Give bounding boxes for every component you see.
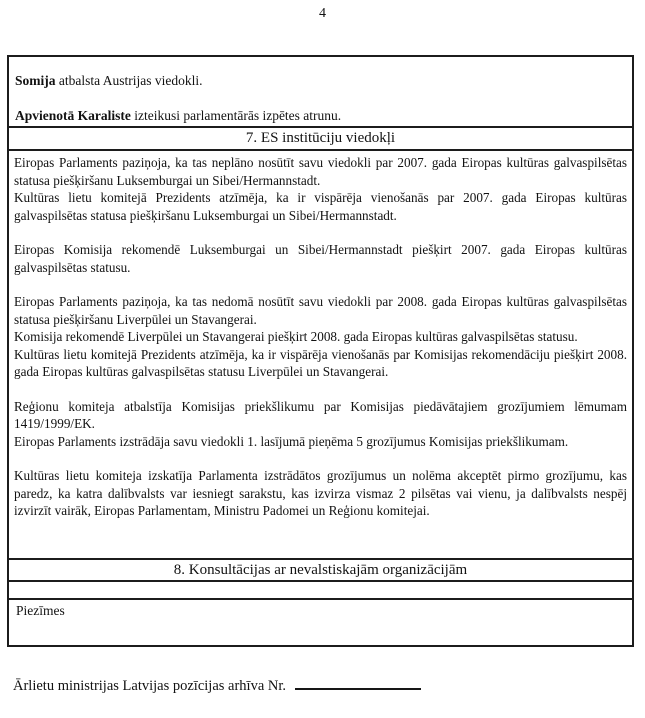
paragraph: Kultūras lietu komitejā Prezidents atzīmēja, ka ir vispārēja vienošanās par Komisijas rekomendāciju piešķirt 2008. gada Eiropas kultūras galvaspilsētas statusu Liverpūlei un Stavangerai. xyxy=(14,346,627,379)
finland-opinion-text: atbalsta Austrijas viedokli. xyxy=(55,73,203,88)
finland-label: Somija xyxy=(15,73,56,88)
section-8-heading: 8. Konsultācijas ar nevalstiskajām organizācijām xyxy=(9,558,632,580)
finland-opinion xyxy=(15,72,626,90)
empty-row xyxy=(9,580,632,598)
paragraph: Komisija rekomendē Liverpūlei un Stavangerai piešķirt 2008. gada Eiropas kultūras galvaspilsētas statusu. xyxy=(14,329,578,344)
notes-cell: Piezīmes xyxy=(9,598,632,645)
uk-opinion-text: izteikusi parlamentārās izpētes atrunu. xyxy=(130,107,342,123)
paragraph: Eiropas Komisija rekomendē Luksemburgai un Sibei/Hermannstadt piešķirt 2007. gada Eiropas kultūras galvaspilsētas statusu. xyxy=(14,242,627,275)
page-number: 4 xyxy=(319,6,326,21)
archive-number-blank xyxy=(295,673,421,690)
paragraph: Reģionu komiteja atbalstīja Komisijas priekšlikumu par Komisijas piedāvātajiem grozījumiem lēmumam 1419/1999/EK. xyxy=(14,398,627,431)
paragraph: Eiropas Parlaments paziņoja, ka tas nedomā nosūtīt savu viedokli par 2008. gada Eiropas kultūras galvaspilsētas statusa piešķiršanu Liverpūlei un Stavangerai. xyxy=(14,294,627,327)
archive-number-row xyxy=(13,673,421,695)
paragraph: Kultūras lietu komitejā Prezidents atzīmēja, ka ir vispārēja vienošanās par 2007. gada Eiropas kultūras galvaspilsētas statusa piešķiršanu Luksemburgai un Sibei/Hermannstadt. xyxy=(14,190,627,223)
section-7-heading: 7. ES institūciju viedokļi xyxy=(9,126,632,149)
uk-label: Apvienotā Karaliste xyxy=(15,107,131,123)
uk-opinion xyxy=(15,107,626,125)
paragraph: Eiropas Parlaments paziņoja, ka tas neplāno nosūtīt savu viedokli par 2007. gada Eiropas kultūras galvaspilsētas statusa piešķiršanu Luksemburgai un Sibei/Hermannstadt. xyxy=(14,155,627,188)
position-paper-table xyxy=(7,55,634,647)
eu-institutions-opinions-cell xyxy=(9,149,632,558)
paragraph: Kultūras lietu komiteja izskatīja Parlamenta izstrādātos grozījumus un nolēma akceptēt pirmo grozījumu, kas paredz, ka katra dalībvalsts var iesniegt sarakstu, kas izvirza vismaz 2 pilsētas vai vienu, ja dalībvalsts nespēj izvirzīt vairāk, Eiropas Parlamentam, Ministru Padomei un Reģionu komitejai. xyxy=(14,468,627,518)
member-states-opinions-cell xyxy=(9,57,632,126)
archive-number-label: Ārlietu ministrijas Latvijas pozīcijas arhīva Nr. xyxy=(13,678,287,694)
paragraph: Eiropas Parlaments izstrādāja savu viedokli 1. lasījumā pieņēma 5 grozījumus Komisijas priekšlikumam. xyxy=(14,433,569,449)
